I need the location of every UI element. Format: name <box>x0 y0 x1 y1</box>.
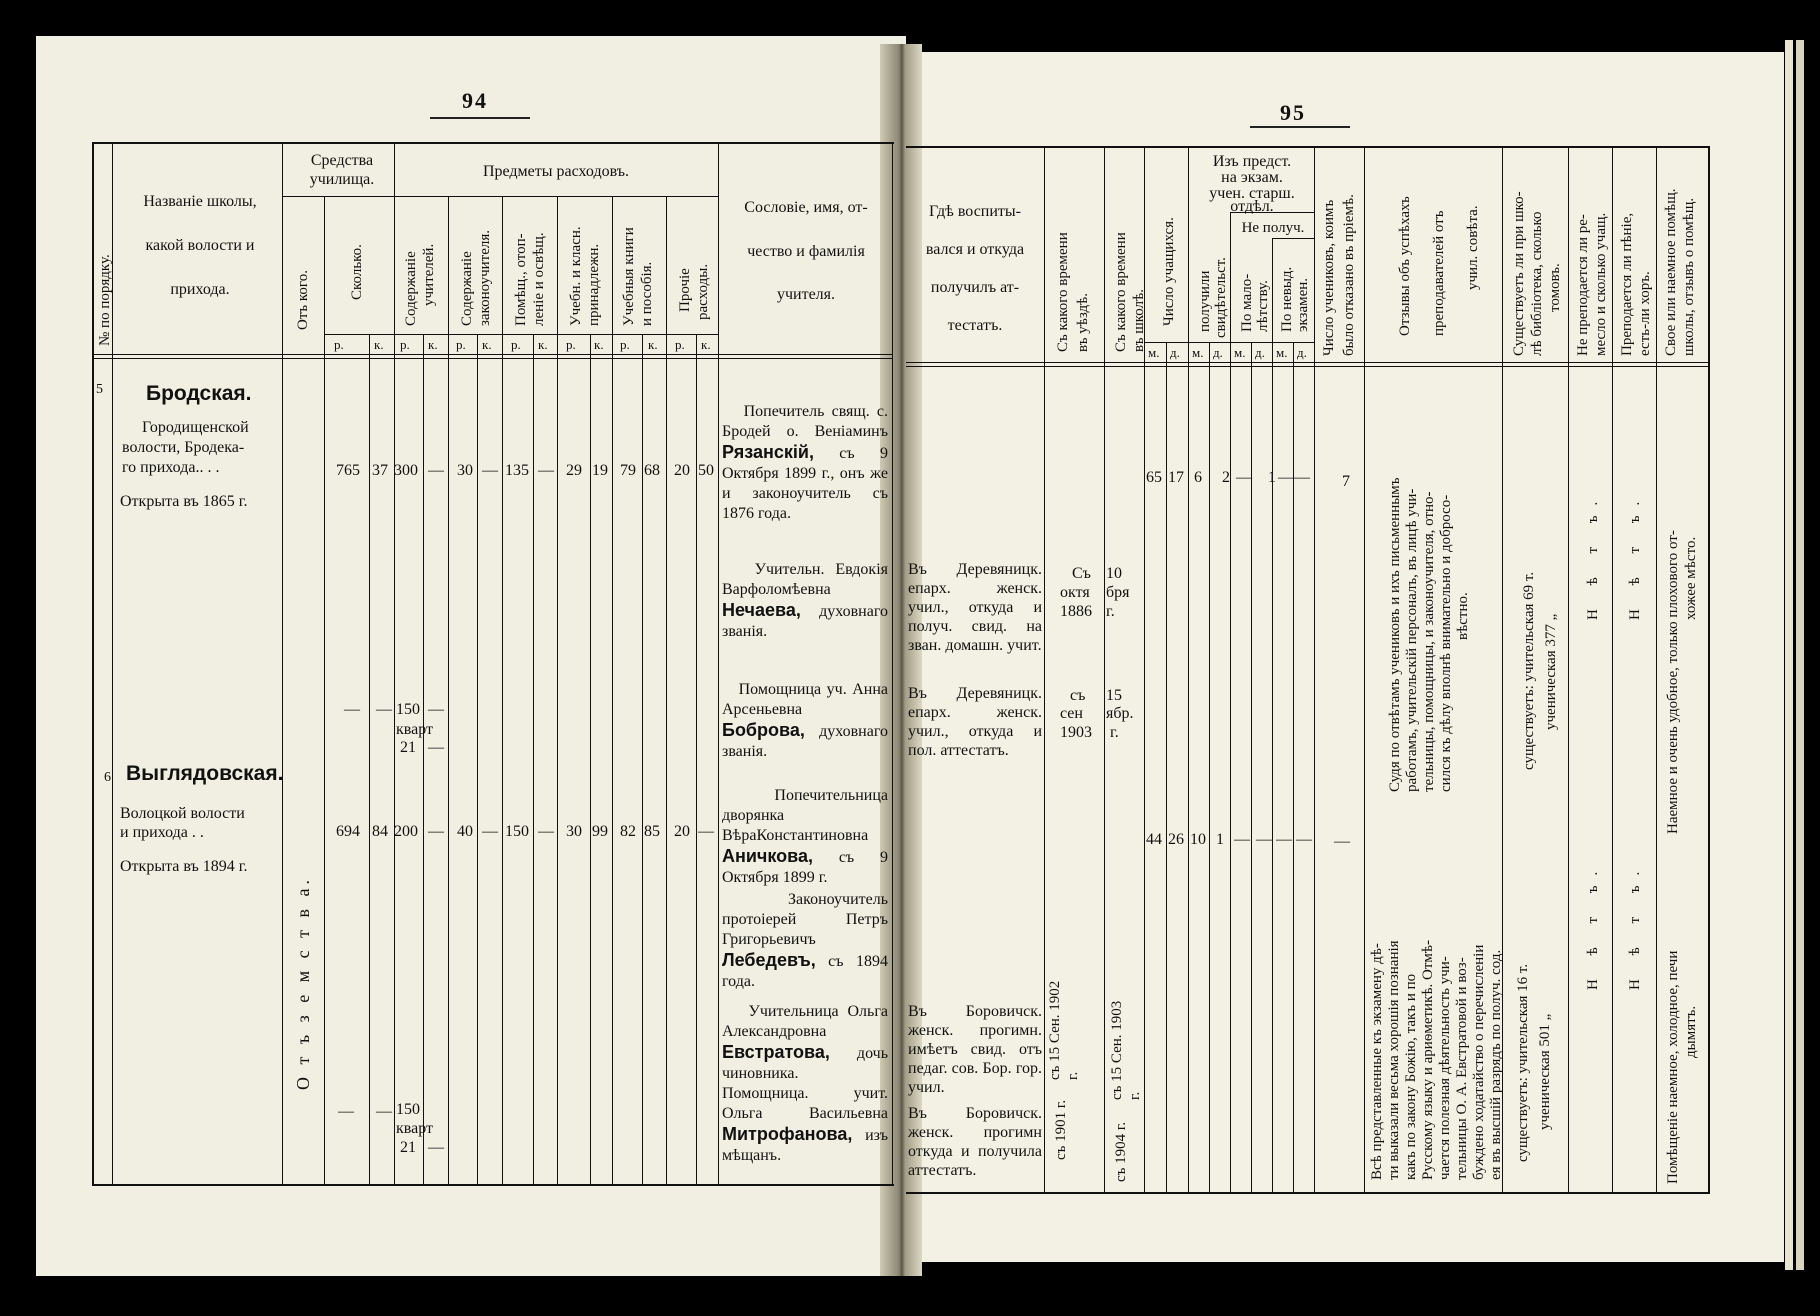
row5-pupils: — <box>1278 469 1294 486</box>
header-exam-3: учен. старш. <box>1209 185 1295 202</box>
header-library-1: Существуетъ ли при шко- <box>1511 191 1527 356</box>
col-line <box>533 334 534 1184</box>
row6-cell: 200 <box>394 823 418 840</box>
row6-desc-1: Волоцкой волости <box>120 805 245 822</box>
header-not-received: Не получ. <box>1241 220 1305 236</box>
col-line <box>1656 146 1657 1192</box>
row6-cell: 99 <box>592 823 608 840</box>
row6-pupils: — <box>1276 831 1292 848</box>
header-received-1: получили <box>1197 270 1213 332</box>
row6-extra-val: 150 <box>396 1101 420 1118</box>
since-county: съ 1904 г. <box>1113 1121 1129 1182</box>
row6-extra-val: — <box>428 1139 444 1156</box>
review-line: ти выказали весьма хорошія познанія <box>1386 940 1402 1180</box>
since-school: ябр. <box>1106 705 1134 722</box>
premises-row5-2: хожее мѣсто. <box>1683 536 1699 620</box>
review-top-line: работамъ, учительскій персоналъ, въ лицѣ учи- <box>1404 488 1420 792</box>
header-how-much: Сколько. <box>349 244 365 300</box>
header-exp-room-2: леніе и освѣщ. <box>531 232 547 326</box>
header-exp-class-2: принадлежн. <box>586 243 602 326</box>
row6-extra-sum: — <box>376 1103 392 1120</box>
header-exp-teachers-2: учителей. <box>421 243 437 306</box>
teacher-entry: Попечитель свящ. с. Бродей о. Веніаминъ Рязанскій, съ 9 Октября 1899 г., онъ же и законоучитель съ 1876 года. <box>722 403 889 522</box>
header-bottom-line <box>92 358 892 359</box>
premises-row5-1: Наемное и очень удобное, только плохового от- <box>1665 530 1681 834</box>
page-number-right: 95 <box>1280 100 1306 125</box>
header-pupils: Число учащихся. <box>1161 217 1177 326</box>
where-entry: Въ Боровичск. женск. прогимн откуда и получила аттестатъ. <box>908 1105 1042 1179</box>
header-exp-room-1: Помѣщ., отоп- <box>513 233 529 326</box>
page-number-underline <box>430 117 530 119</box>
header-bottom-line <box>92 354 892 355</box>
page-edge <box>1796 40 1804 1270</box>
header-premises-1: Свое или наемное помѣщ. <box>1663 188 1679 356</box>
row5-sum-r: 765 <box>336 462 360 479</box>
header-teacher-2: чество и фамилія <box>747 243 865 260</box>
since-school: 15 <box>1106 687 1122 704</box>
unit-label: д. <box>1255 345 1265 360</box>
row5-cell: — <box>482 462 498 479</box>
review-line: чается полезная дѣятельность учи- <box>1437 956 1453 1180</box>
row5-desc-1: Городищенской <box>142 419 249 436</box>
header-teacher-3: учителя. <box>776 286 836 303</box>
review-top-line: тельницы, помощницы, и законоучителя, отно- <box>1421 491 1437 792</box>
row6-pupils: 26 <box>1168 831 1184 848</box>
unit-label: к. <box>594 337 604 352</box>
unit-label: р. <box>675 337 685 352</box>
header-exp-law-2: законоучителя. <box>477 230 493 326</box>
teacher-entry: Помощница. учит. Ольга Васильевна Митрофанова, изъ мѣщанъ. <box>722 1085 888 1164</box>
row6-pupils: 1 <box>1216 831 1224 848</box>
unit-label: к. <box>648 337 658 352</box>
row5-cell: 19 <box>592 462 608 479</box>
row5-sum-k: 37 <box>372 462 388 479</box>
header-premises-2: школы, отзывъ о помѣщ. <box>1681 197 1697 356</box>
header-bottom-line <box>906 366 1708 367</box>
row6-extra-sum: — <box>338 1103 354 1120</box>
unit-label: р. <box>334 337 344 352</box>
header-reviews-1: Отзывы объ успѣхахъ <box>1397 196 1413 336</box>
unit-label: к. <box>374 337 384 352</box>
unit-label: р. <box>456 337 466 352</box>
col-line <box>1230 212 1231 1192</box>
row5-extra-val: кварт <box>396 721 433 738</box>
header-where-2: вался и откуда <box>925 241 1025 258</box>
header-school-name-3: прихода. <box>170 281 230 298</box>
row5-extra-sum: — <box>344 701 360 718</box>
row6-pupils: — <box>1256 831 1272 848</box>
header-from-whom: Отъ кого. <box>295 270 311 330</box>
col-line <box>282 142 283 1184</box>
header-exp-other-1: Прочіе <box>677 268 693 312</box>
row5-pupils: 1 <box>1268 469 1276 486</box>
header-no: № по порядку. <box>97 254 113 346</box>
col-line <box>666 196 667 1184</box>
row5-cell: 29 <box>566 462 582 479</box>
unit-label: к. <box>428 337 438 352</box>
row5-pupils: 2 <box>1222 469 1230 486</box>
header-failed-2: экзамен. <box>1295 277 1311 332</box>
since-school: съ 15 Сен. 1902 г. <box>1047 980 1081 1080</box>
row5-pupils: — <box>1236 469 1252 486</box>
where-entry: Въ Боровичск. женск. прогимн. имѣетъ свид. отъ педаг. сов. Бор. гор. учил. <box>908 1003 1042 1096</box>
row5-desc-3: го прихода.. . . <box>122 459 220 476</box>
where-entry: Въ Деревяницк. епарх. женск. учил., откуда и получ. свид. на зван. домашн. учит. <box>908 561 1042 654</box>
row6-cell: 150 <box>505 823 529 840</box>
col-line <box>477 334 478 1184</box>
singing-row6: Н ѣ т ъ. <box>1627 861 1643 990</box>
page-number-left: 94 <box>462 88 488 113</box>
row6-pupils: 10 <box>1190 831 1206 848</box>
unit-label: р. <box>620 337 630 352</box>
review-top-line: вѣстно. <box>1455 592 1471 640</box>
header-reviews-3: учил. совѣта. <box>1465 205 1481 290</box>
row6-cell: 85 <box>644 823 660 840</box>
row5-pupils: — <box>1294 469 1310 486</box>
teacher-entry: Законоучитель протоіерей Петръ Григорьевичъ Лебедевъ, съ 1894 года. <box>722 891 888 990</box>
row6-no: 6 <box>104 770 111 785</box>
row6-desc-2: и прихода . . <box>120 824 204 841</box>
library-row6-2: ученическая 501 „ <box>1537 1013 1553 1130</box>
since-county: съ 1901 г. <box>1053 1099 1069 1160</box>
row6-sum-k: 84 <box>372 823 388 840</box>
unit-label: д. <box>1297 345 1307 360</box>
row5-pupils: 6 <box>1194 469 1202 486</box>
row-line <box>282 196 718 197</box>
header-where-4: тестатъ. <box>947 317 1003 334</box>
row6-cell: — <box>428 823 444 840</box>
crafts-row6: Н ѣ т ъ. <box>1585 861 1601 990</box>
unit-label: м. <box>1276 345 1288 360</box>
since-school: 10 <box>1106 565 1122 582</box>
unit-label: д. <box>1213 345 1223 360</box>
row5-cell: 20 <box>674 462 690 479</box>
review-line: буждено ходатайство о перечисленіи <box>1471 944 1487 1180</box>
since-county: 1903 <box>1060 724 1092 741</box>
row5-cell: 79 <box>620 462 636 479</box>
review-line: Всѣ представленные къ экзамену дѣ- <box>1369 943 1385 1180</box>
crafts-row5: Н ѣ т ъ. <box>1585 491 1601 620</box>
premises-row6-2: дымятъ. <box>1683 1005 1699 1058</box>
teacher-entry: Попечительница дворянка ВѣраКонстантиновна Аничкова, съ 9 Октября 1899 г. <box>722 787 888 886</box>
row5-cell: 300 <box>394 462 418 479</box>
library-row5-1: существуетъ: учительская 69 т. <box>1521 571 1537 770</box>
row6-cell: 30 <box>566 823 582 840</box>
row5-pupils: 65 <box>1146 469 1162 486</box>
row5-cell: 68 <box>644 462 660 479</box>
unit-label: к. <box>538 337 548 352</box>
header-bottom-line <box>906 362 1708 363</box>
col-line <box>1272 238 1273 1192</box>
row5-cell: 135 <box>505 462 529 479</box>
row5-cell: 50 <box>698 462 714 479</box>
row6-opened: Открыта въ 1894 г. <box>120 858 248 875</box>
header-where-3: получилъ ат- <box>930 279 1020 296</box>
row6-extra-val: кварт <box>396 1120 433 1137</box>
unit-label: р. <box>566 337 576 352</box>
header-school-name-1: Названіе школы, <box>143 193 257 210</box>
row6-school-name: Выглядовская. <box>126 762 284 785</box>
page-edge <box>1785 40 1793 1270</box>
col-line <box>448 196 449 1184</box>
review-line: тельницы О. А. Евстратовой и воз- <box>1454 957 1470 1180</box>
col-line <box>612 196 613 1184</box>
unit-label: д. <box>1170 345 1180 360</box>
row5-extra-val: — <box>428 739 444 756</box>
header-exp-other-2: расходы. <box>695 263 711 320</box>
row5-refused: 7 <box>1342 473 1350 490</box>
row5-desc-2: волости, Бродека- <box>122 439 245 456</box>
row5-cell: 30 <box>457 462 473 479</box>
header-exam-1: Изъ предст. <box>1212 153 1292 170</box>
row6-cell: — <box>482 823 498 840</box>
header-since-county-1: Съ какого времени <box>1055 232 1071 352</box>
review-line: какъ по закону Божію, такъ и по <box>1403 973 1419 1180</box>
singing-row5: Н ѣ т ъ. <box>1627 491 1643 620</box>
row6-extra-val: 21 <box>400 1139 416 1156</box>
row-line <box>1272 238 1314 239</box>
header-failed-1: По невыд. <box>1279 266 1295 332</box>
unit-label: к. <box>701 337 711 352</box>
row-line <box>1144 342 1314 343</box>
review-line: ея въ высшій разрядъ по получ. сод. <box>1488 949 1504 1180</box>
header-where-1: Гдѣ воспиты- <box>928 203 1021 220</box>
since-county: съ <box>1070 687 1086 704</box>
library-row6-1: существуетъ: учительская 16 т. <box>1515 963 1531 1162</box>
header-singing-1: Преподается ли пѣніе, <box>1619 212 1635 356</box>
row5-cell: — <box>538 462 554 479</box>
unit-label: м. <box>1192 345 1204 360</box>
header-teacher-1: Сословіе, имя, от- <box>744 199 868 216</box>
header-refused-2: было отказано въ пріемѣ. <box>1341 194 1357 356</box>
col-line <box>1188 146 1189 1192</box>
header-crafts-2: месло и сколько учащ. <box>1593 212 1609 356</box>
row5-extra-sum: — <box>376 701 392 718</box>
row6-refused: — <box>1334 833 1350 850</box>
row5-pupils: 17 <box>1168 469 1184 486</box>
col-line <box>1612 146 1613 1192</box>
header-library-2: лѣ библіотека, сколько <box>1529 211 1545 356</box>
teacher-entry: Учительн. Евдокія Варфоломѣевна Нечаева, духовнаго званія. <box>722 561 888 640</box>
since-school: съ 15 Сен. 1903 г. <box>1109 1000 1143 1100</box>
unit-label: м. <box>1234 345 1246 360</box>
since-county: Съ <box>1072 565 1091 582</box>
unit-label: м. <box>1148 345 1160 360</box>
header-exp-class-1: Учебн. и класн. <box>568 226 584 326</box>
header-since-school-1: Съ какого времени <box>1113 232 1129 352</box>
header-reviews-2: преподавателей отъ <box>1431 210 1447 336</box>
col-line <box>423 334 424 1184</box>
row6-cell: 40 <box>457 823 473 840</box>
row6-cell: 20 <box>674 823 690 840</box>
header-exp-books-2: и пособія. <box>639 261 655 326</box>
header-singing-2: есть-ли хоръ. <box>1637 271 1653 356</box>
row6-pupils: — <box>1234 831 1250 848</box>
header-expenses: Предметы расходовъ. <box>482 163 630 180</box>
review-top-line: Судя по отвѣтамъ учениковъ и ихъ письменнымъ <box>1387 477 1403 792</box>
row5-extra-val: 21 <box>400 739 416 756</box>
row5-no: 5 <box>96 382 103 397</box>
row5-opened: Открыта въ 1865 г. <box>120 493 248 510</box>
col-line <box>557 196 558 1184</box>
unit-label: р. <box>511 337 521 352</box>
teacher-entry: Учительница Ольга Александровна Евстратова, дочь чиновника. <box>722 1003 888 1082</box>
row5-extra-val: 150 <box>396 701 420 718</box>
header-exp-teachers-1: Содержаніе <box>403 251 419 326</box>
since-school: г. <box>1106 603 1115 620</box>
col-line <box>324 196 325 1184</box>
header-exam-4: отдѣл. <box>1230 198 1274 215</box>
header-means-2: училища. <box>309 171 375 188</box>
since-county: октя <box>1060 584 1090 601</box>
where-entry: Въ Деревяницк. епарх. женск. учил., откуда и пол. аттестатъ. <box>908 685 1042 759</box>
row6-sum-r: 694 <box>336 823 360 840</box>
header-means-1: Средства <box>310 152 374 169</box>
header-since-county-2: въ уѣздѣ. <box>1075 292 1091 352</box>
row6-cell: — <box>698 823 714 840</box>
col-line <box>718 142 719 1184</box>
row-line <box>324 334 718 335</box>
row6-pupils: — <box>1296 831 1312 848</box>
row5-cell: — <box>428 462 444 479</box>
teacher-entry: Помощница уч. Анна Арсеньевна Боброва, духовнаго званія. <box>722 681 889 760</box>
since-county: сен <box>1060 705 1083 722</box>
col-line <box>1209 342 1210 1192</box>
row5-school-name: Бродская. <box>146 382 252 405</box>
since-county: 1886 <box>1060 603 1092 620</box>
col-line <box>1364 146 1365 1192</box>
col-line <box>892 142 893 1184</box>
page-number-underline <box>1250 126 1350 128</box>
header-library-3: томовъ. <box>1547 263 1563 312</box>
col-line <box>394 142 395 1184</box>
col-line <box>369 334 370 1184</box>
premises-row6-1: Помѣщеніе наемное, холодное, печи <box>1665 950 1681 1184</box>
unit-label: к. <box>482 337 492 352</box>
row5-extra-val: — <box>428 701 444 718</box>
header-school-name-2: какой волости и <box>145 237 255 254</box>
header-minor-1: По мало- <box>1239 273 1255 332</box>
row6-pupils: 44 <box>1146 831 1162 848</box>
header-since-school-2: въ школѣ. <box>1131 289 1147 352</box>
since-school: бря <box>1106 584 1130 601</box>
header-received-2: свидѣтельст. <box>1213 257 1229 338</box>
row6-cell: — <box>538 823 554 840</box>
since-school: г. <box>1110 724 1119 741</box>
col-line <box>1104 146 1105 1192</box>
header-minor-2: лѣтству. <box>1255 280 1271 332</box>
header-crafts-1: Не преподается ли ре- <box>1575 214 1591 356</box>
from-zemstvo-vertical: О т ъ з е м с т в а. <box>293 875 313 1090</box>
header-exp-books-1: Учебныя книги <box>621 227 637 326</box>
unit-label: р. <box>400 337 410 352</box>
review-top-line: сился къ дѣлу вполнѣ внимательно и добросо- <box>1438 494 1454 792</box>
header-exam-2: на экзам. <box>1221 169 1283 186</box>
header-exp-law-1: Содержаніе <box>459 251 475 326</box>
library-row5-2: ученическая 377 „ <box>1543 613 1559 730</box>
header-refused-1: Число учениковъ, коимъ <box>1321 199 1337 356</box>
row6-cell: 82 <box>620 823 636 840</box>
col-line <box>502 196 503 1184</box>
col-line <box>1568 146 1569 1192</box>
review-line: Русскому языку и ариѳметикѣ. Отмѣ- <box>1420 939 1436 1180</box>
col-line <box>1314 146 1315 1192</box>
